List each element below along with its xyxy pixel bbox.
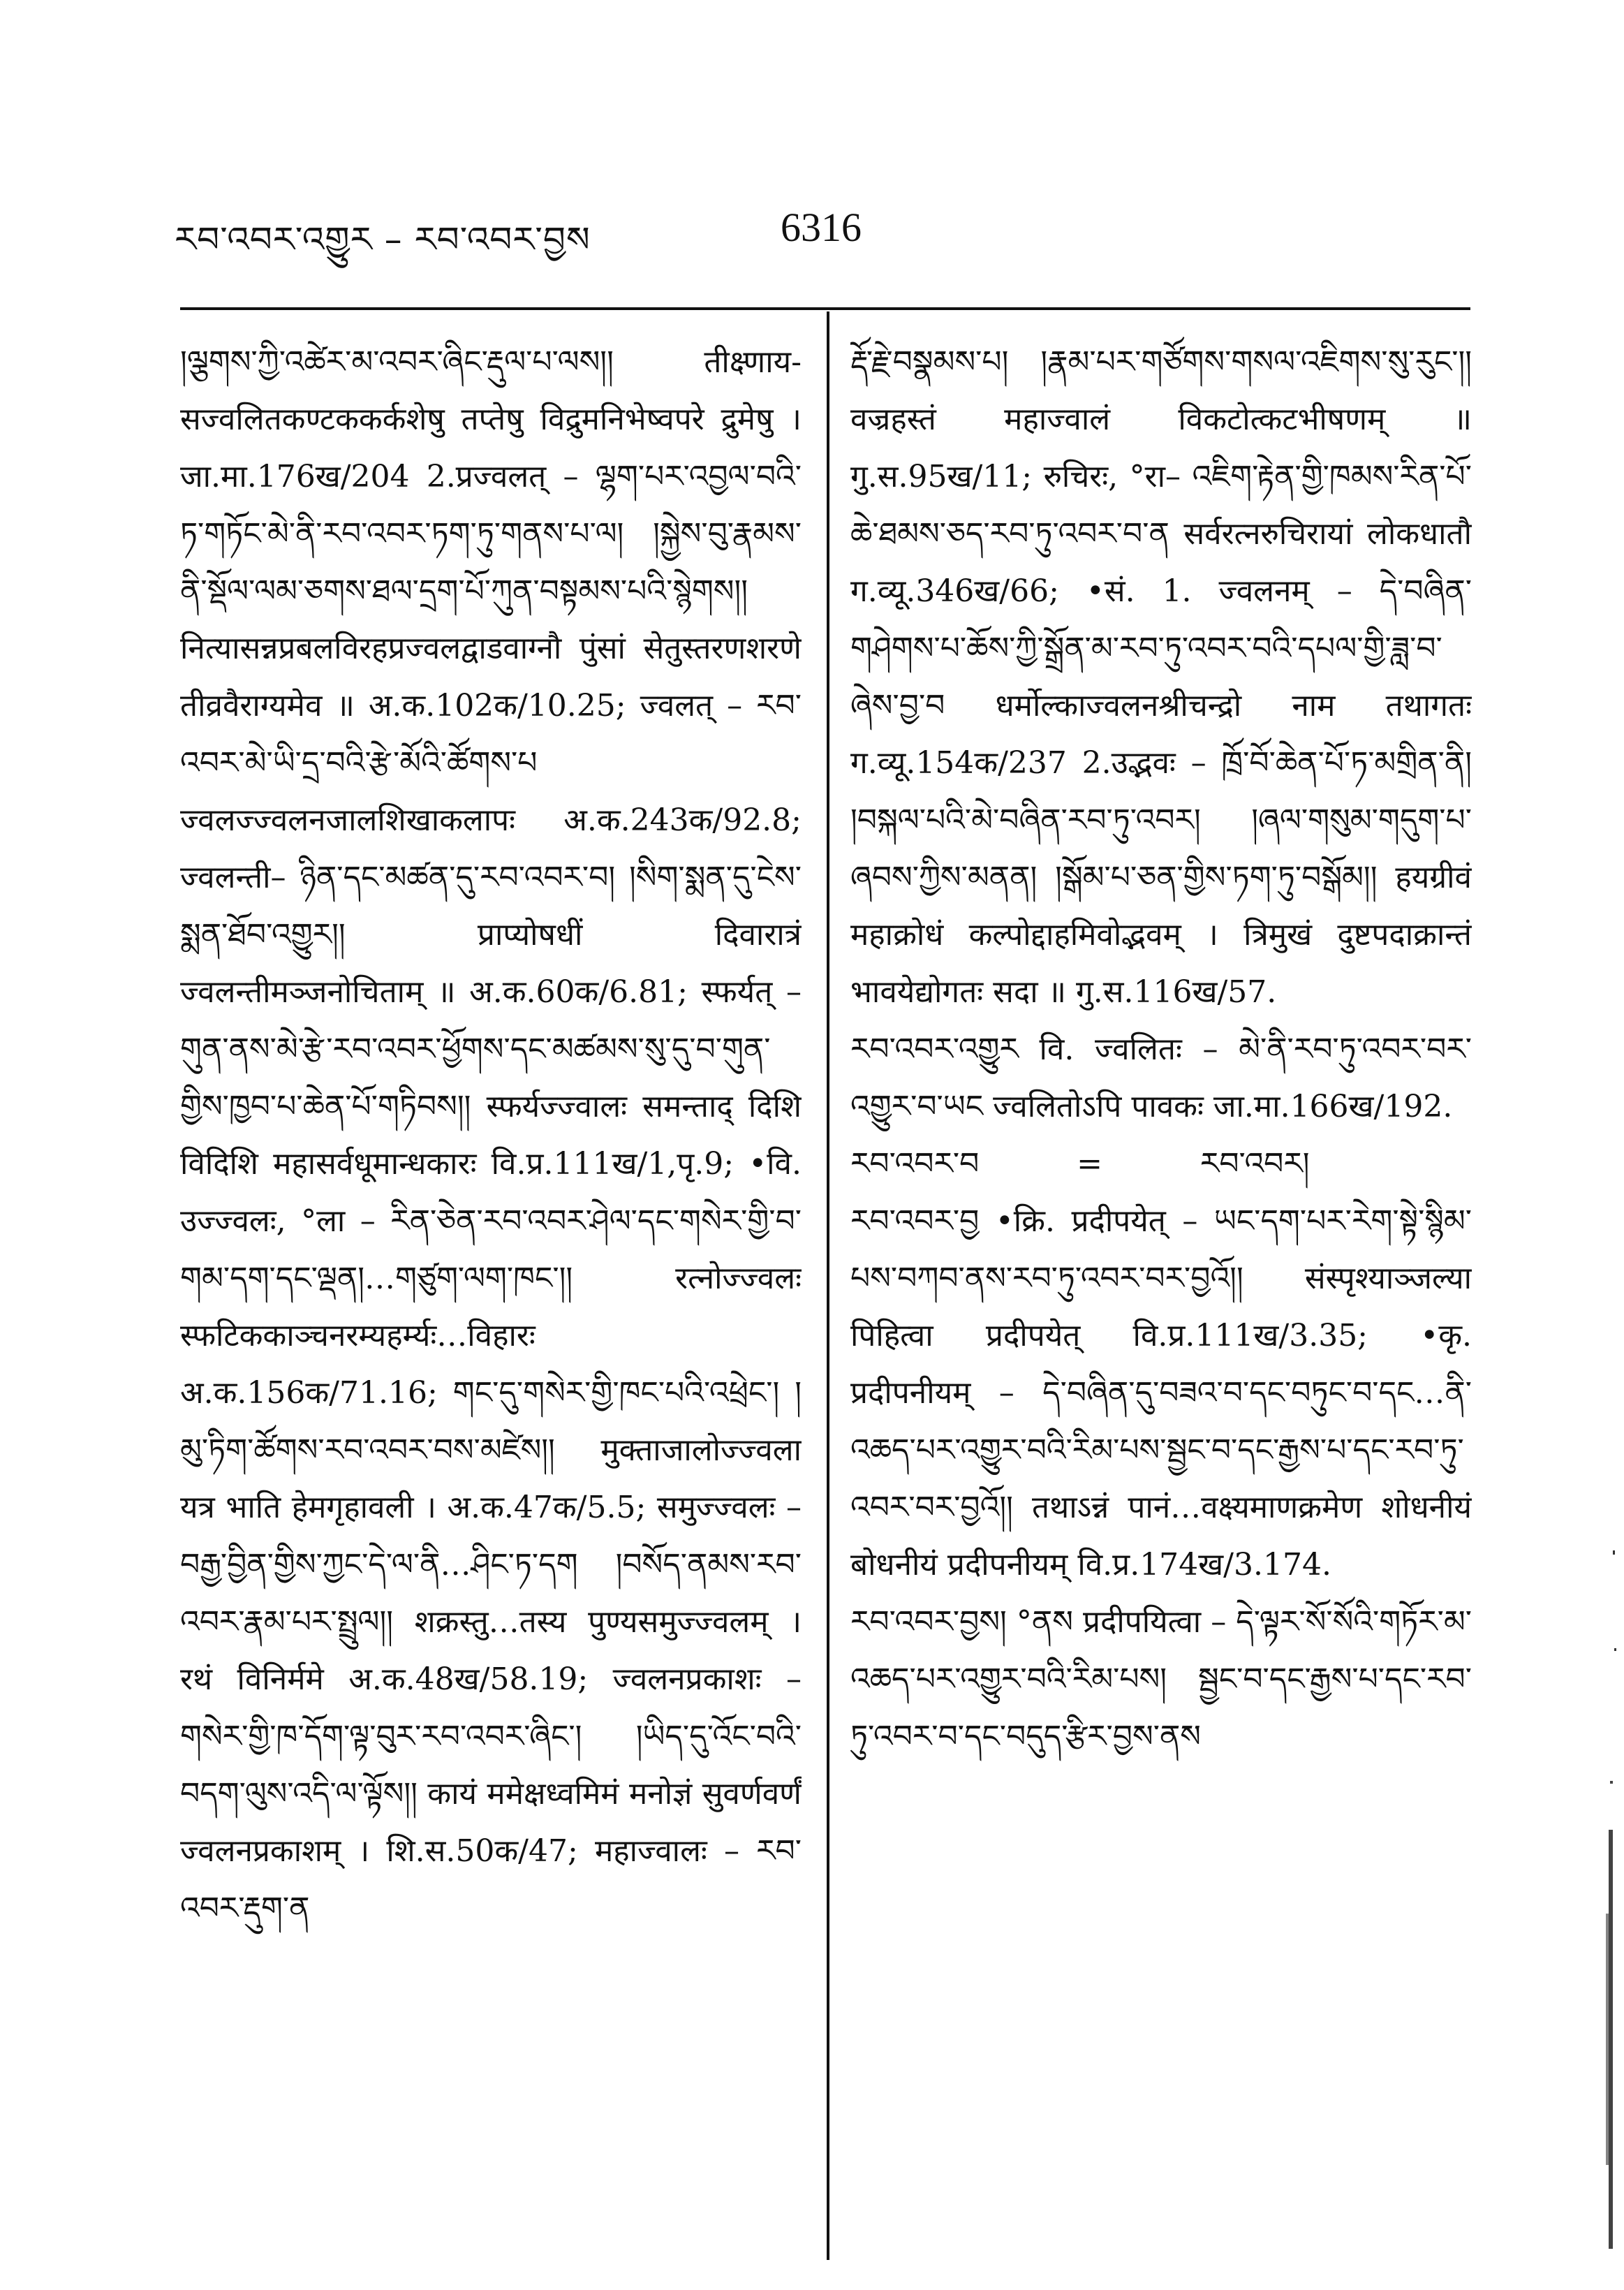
entry-rab-bar-byas: རབ་འབར་བྱས། °ནས प्रदीपयित्वा – དེ་ལྟར་སོ་སོའི་གཏོར་མ་འཆད་པར་འགྱུར་བའི་རིམ་པས། སྦྱང་བ་དང་རྒྱས་པ་དང་རབ་ཏུ་འབར་བ་དང་བདུད་རྩིར་བྱས་ནས	[850, 1604, 1472, 1754]
column-divider	[827, 311, 829, 2260]
entry-rab-bar-gyur: རབ་འབར་འགྱུར वि. ज्वलितः – མེ་ནི་རབ་ཏུ་འབར་བར་འགྱུར་བ་ཡང ज्वलितोऽपि पावकः जा.मा.166ख/192.	[850, 1032, 1472, 1124]
scan-edge-noise	[1599, 1550, 1620, 2249]
entry-rab-bar-ba: རབ་འབར་བ = རབ་འབར།	[850, 1146, 1310, 1182]
left-column	[180, 334, 802, 2261]
left-entry-continued: །ལྕགས་ཀྱི་འཚེར་མ་འབར་ཞིང་རྡུལ་པ་ལས།། तीक्ष्णाय-सज्वलितकण्टककर्कशेषु तप्तेषु विद्रुमनिभेष्वपरे द्रुमेषु । जा.मा.176ख/204 2.प्रज्वलत् – ལྷག་པར་འབྱལ་བའི་ཏ་གཏོང་མེ་ནི་རབ་འབར་ཏག་ཏུ་གནས་པ་ལ། །སྐྱེས་བུ་རྣམས་ནི་སྡོལ་ལམ་ཅགས་ཐལ་དྲག་པོ་ཀུན་བསྟམས་པའི་སྙེགས།། नित्यासन्नप्रबलविरहप्रज्वलद्वाडवाग्नौ पुंसां सेतुस्तरणशरणे तीव्रवैराग्यमेव ॥ अ.क.102क/10.25; ज्वलत् – རབ་འབར་མེ་ཡི་དྲ་བའི་རྩེ་མོའི་ཚོགས་པ ज्वलज्ज्वलनजालशिखाकलापः अ.क.243क/92.8; ज्वलन्ती– ཉིན་དང་མཚན་དུ་རབ་འབར་བ། །སིག་སྨན་དུ་ངེས་སྨན་ཐོབ་འགྱུར།། प्राप्योषधीं दिवारात्रं ज्वलन्तीमञ्जनोचिताम् ॥ अ.क.60क/6.81; स्फर्यत् – གུན་ནས་མེ་རྩེ་རབ་འབར་ཕྱོགས་དང་མཚམས་སུ་དུ་བ་གུན་གྱིས་ཁྱབ་པ་ཆེན་པོ་གཏིབས།། स्फर्यज्ज्वालः समन्ताद् दिशि विदिशि महासर्वधूमान्धकारः वि.प्र.111ख/1,पृ.9; •वि. उज्ज्वलः, °ला – རིན་ཅེན་རབ་འབར་ཤེལ་དང་གསེར་གྱི་བ་གམ་དག་དང་ལྡན།…གཙུག་ལག་ཁང་།། रत्नोज्ज्वलः स्फटिककाञ्चनरम्यहर्म्यः…विहारः अ.क.156क/71.16; གང་དུ་གསེར་གྱི་ཁང་པའི་འཕྲེང་། །མུ་ཏིག་ཚོགས་རབ་འབར་བས་མཛེས།། मुक्ताजालोज्ज्वला यत्र भाति हेमगृहावली । अ.क.47क/5.5; समुज्ज्वलः – བརྒྱ་བྱིན་གྱིས་ཀྱང་དེ་ལ་ནི…ཤིང་ཏ་དག །བསོད་ནམས་རབ་འབར་རྣམ་པར་སྤྲུལ།། शक्रस्तु…तस्य पुण्यसमुज्ज्वलम् । रथं विनिर्ममे अ.क.48ख/58.19; ज्वलनप्रकाशः – གསེར་གྱི་ཁ་དོག་ལྟ་བུར་རབ་འབར་ཞིང་། །ཡིད་དུ་འོང་བའི་བདག་ལུས་འདི་ལ་ལྟོས།། कायं ममेक्षध्वमिमं मनोज्ञं सुवर्णवर्णं ज्वलनप्रकाशम् । शि.स.50क/47; महाज्वालः – རབ་འབར་རྡུག་ན	[180, 344, 802, 1926]
page-number: 6316	[781, 205, 862, 250]
entry-rab-bar-bya: རབ་འབར་བྱ •क्रि. प्रदीपयेत् – ཡང་དག་པར་རེག་སྟེ་སྙིམ་པས་བཀབ་ནས་རབ་ཏུ་འབར་བར་བྱའོ།། संस्पृश्याञ्जल्या पिहित्वा प्रदीपयेत् वि.प्र.111ख/3.35; •कृ. प्रदीपनीयम् – དེ་བཞིན་དུ་བཟའ་བ་དང་བཏུང་བ་དང…ནི་འཆད་པར་འགྱུར་བའི་རིམ་པས་སྦྱང་བ་དང་རྒྱས་པ་དང་རབ་ཏུ་འབར་བར་བྱའོ།། तथाऽन्नं पानं…वक्ष्यमाणक्रमेण शोधनीयं बोधनीयं प्रदीपनीयम् वि.प्र.174ख/3.174.	[850, 1203, 1472, 1583]
running-head: རབ་འབར་འགྱུར – རབ་འབར་བྱས	[175, 219, 591, 260]
right-entry-continued: རྡོ་རྗེ་བསྣམས་པ། །རྣམ་པར་གཙོགས་གསལ་འཇིགས་སུ་རུང་།། वज्रहस्तं महाज्वालं विकटोत्कटभीषणम् ॥ गु.स.95ख/11; रुचिरः, °रा– འཇིག་རྟེན་གྱི་ཁམས་རིན་པོ་ཆེ་ཐམས་ཅད་རབ་ཏུ་འབར་བ་ན सर्वरत्नरुचिरायां लोकधातौ ग.व्यू.346ख/66; •सं. 1. ज्वलनम् – དེ་བཞིན་གཤེགས་པ་ཆོས་ཀྱི་སྒྲོན་མ་རབ་ཏུ་འབར་བའི་དཔལ་གྱི་ཟླ་བ་ཞེས་བྱ་བ धर्मोल्काज्वलनश्रीचन्द्रो नाम तथागतः ग.व्यू.154क/237 2.उद्भवः – ཁྲོ་བོ་ཆེན་པོ་ཏ་མགྲིན་ནི། །བསྐལ་པའི་མེ་བཞིན་རབ་ཏུ་འབར། །ཞལ་གསུམ་གདུག་པ་ཞབས་ཀྱིས་མནན། །སྒོམ་པ་ཅན་གྱིས་ཏག་ཏུ་བསྒོམ།། हयग्रीवं महाक्रोधं कल्पोद्दाहमिवोद्भवम् । त्रिमुखं दुष्टपदाक्रान्तं भावयेद्योगतः सदा ॥ गु.स.116ख/57.	[850, 344, 1472, 1010]
header-rule	[180, 307, 1470, 310]
right-column	[850, 334, 1472, 2261]
